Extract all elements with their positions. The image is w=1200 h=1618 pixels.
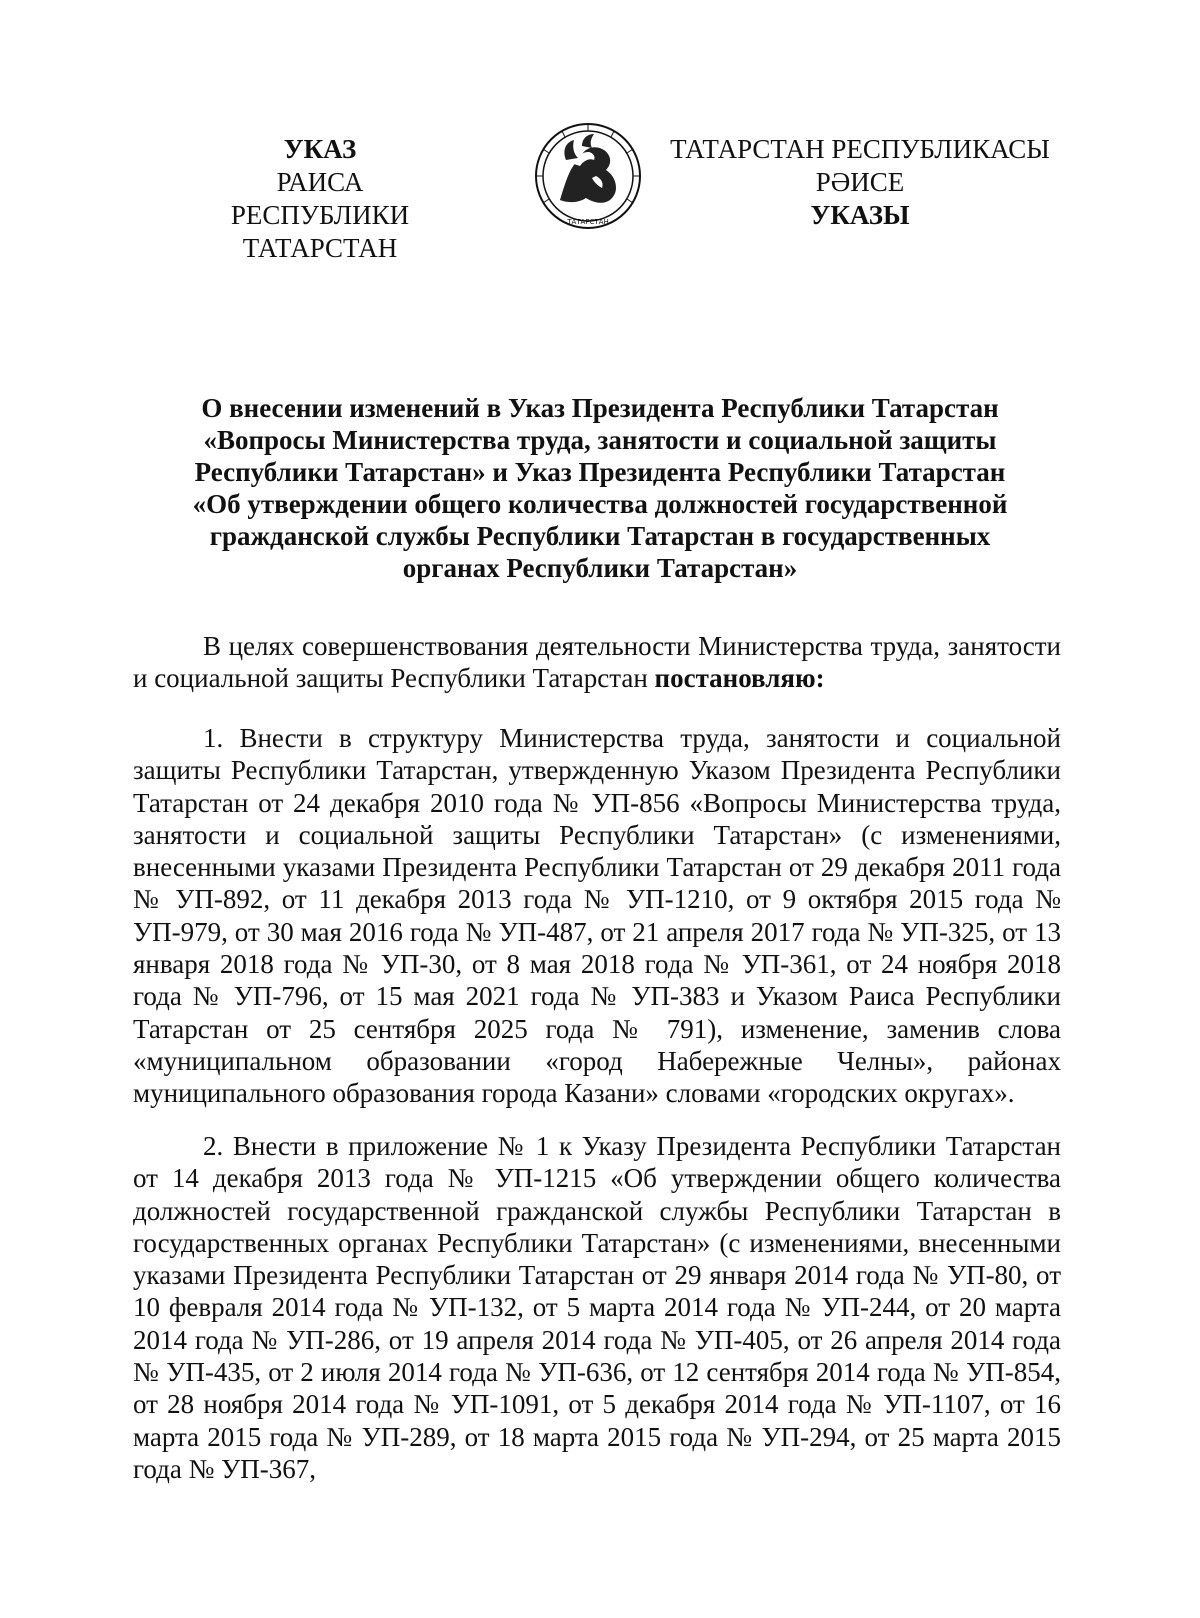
header-right-title: УКАЗЫ [810,200,910,230]
decree-title [130,392,1070,584]
item-1-paragraph [133,722,1061,1110]
title-line: гражданской службы Республики Татарстан в государственных [209,521,991,551]
title-line: органах Республики Татарстан» [402,553,798,583]
header-right-line2: РӘИСЕ [815,167,905,197]
title-line: О внесении изменений в Указ Президента Республики Татарстан [201,393,999,423]
preamble-paragraph [133,630,1061,695]
preamble-text: В целях совершенствования деятельности Министерства труда, занятости и социальной защиты Республики Татарстан [133,631,1061,694]
header-right-line1: ТАТАРСТАН РЕСПУБЛИКАСЫ [670,134,1050,164]
header-right-block [660,133,1060,232]
emblem-caption: ТАТАРСТАН [567,218,609,226]
title-line: «Вопросы Министерства труда, занятости и социальной защиты [203,425,997,455]
header-left-line2: РАИСА [276,167,364,197]
item-1-text: 1. Внести в структуру Министерства труда, занятости и социальной защиты Республики Татарстан, утвержденную Указом Президента Республики Татарстан от 24 декабря 2010 года № УП-856 «Вопросы Министерства труда, занятости и социальной защиты Республики Татарстан» (с изменениями, внесенными указами Президента Республики Татарстан от 29 декабря 2011 года № УП-892, от 11 декабря 2013 года № УП-1210, от 9 октября 2015 года № УП-979, от 30 мая 2016 года № УП-487, от 21 апреля 2017 года № УП-325, от 13 января 2018 года № УП-30, от 8 мая 2018 года № УП-361, от 24 ноября 2018 года № УП-796, от 15 мая 2021 года № УП-383 и Указом Раиса Республики Татарстан от 25 сентября 2025 года № 791), изменение, заменив слова «муниципальном образовании «город Набережные Челны», районах муниципального образования города Казани» словами «городских округах». [133,723,1061,1109]
title-line: «Об утверждении общего количества должностей государственной [192,489,1008,519]
item-2-paragraph [133,1130,1061,1485]
header-left-title: УКАЗ [283,134,357,164]
item-2-text: 2. Внести в приложение № 1 к Указу Президента Республики Татарстан от 14 декабря 2013 года № УП-1215 «Об утверждении общего количества должностей государственной гражданской службы Республики Татарстан в государственных органах Республики Татарстан» (с изменениями, внесенными указами Президента Республики Татарстан от 29 января 2014 года № УП-80, от 10 февраля 2014 года № УП-132, от 5 марта 2014 года № УП-244, от 20 марта 2014 года № УП-286, от 19 апреля 2014 года № УП-405, от 26 апреля 2014 года № УП-435, от 2 июля 2014 года № УП-636, от 12 сентября 2014 года № УП-854, от 28 ноября 2014 года № УП-1091, от 5 декабря 2014 года № УП-1107, от 16 марта 2015 года № УП-289, от 18 марта 2015 года № УП-294, от 25 марта 2015 года № УП-367, [133,1131,1061,1484]
header-left-block [170,133,470,265]
preamble-decree-word: постановляю: [654,663,825,694]
tatarstan-emblem-icon [526,120,650,232]
title-line: Республики Татарстан» и Указ Президента Республики Татарстан [194,457,1006,487]
header-left-line3: РЕСПУБЛИКИ ТАТАРСТАН [230,200,410,263]
